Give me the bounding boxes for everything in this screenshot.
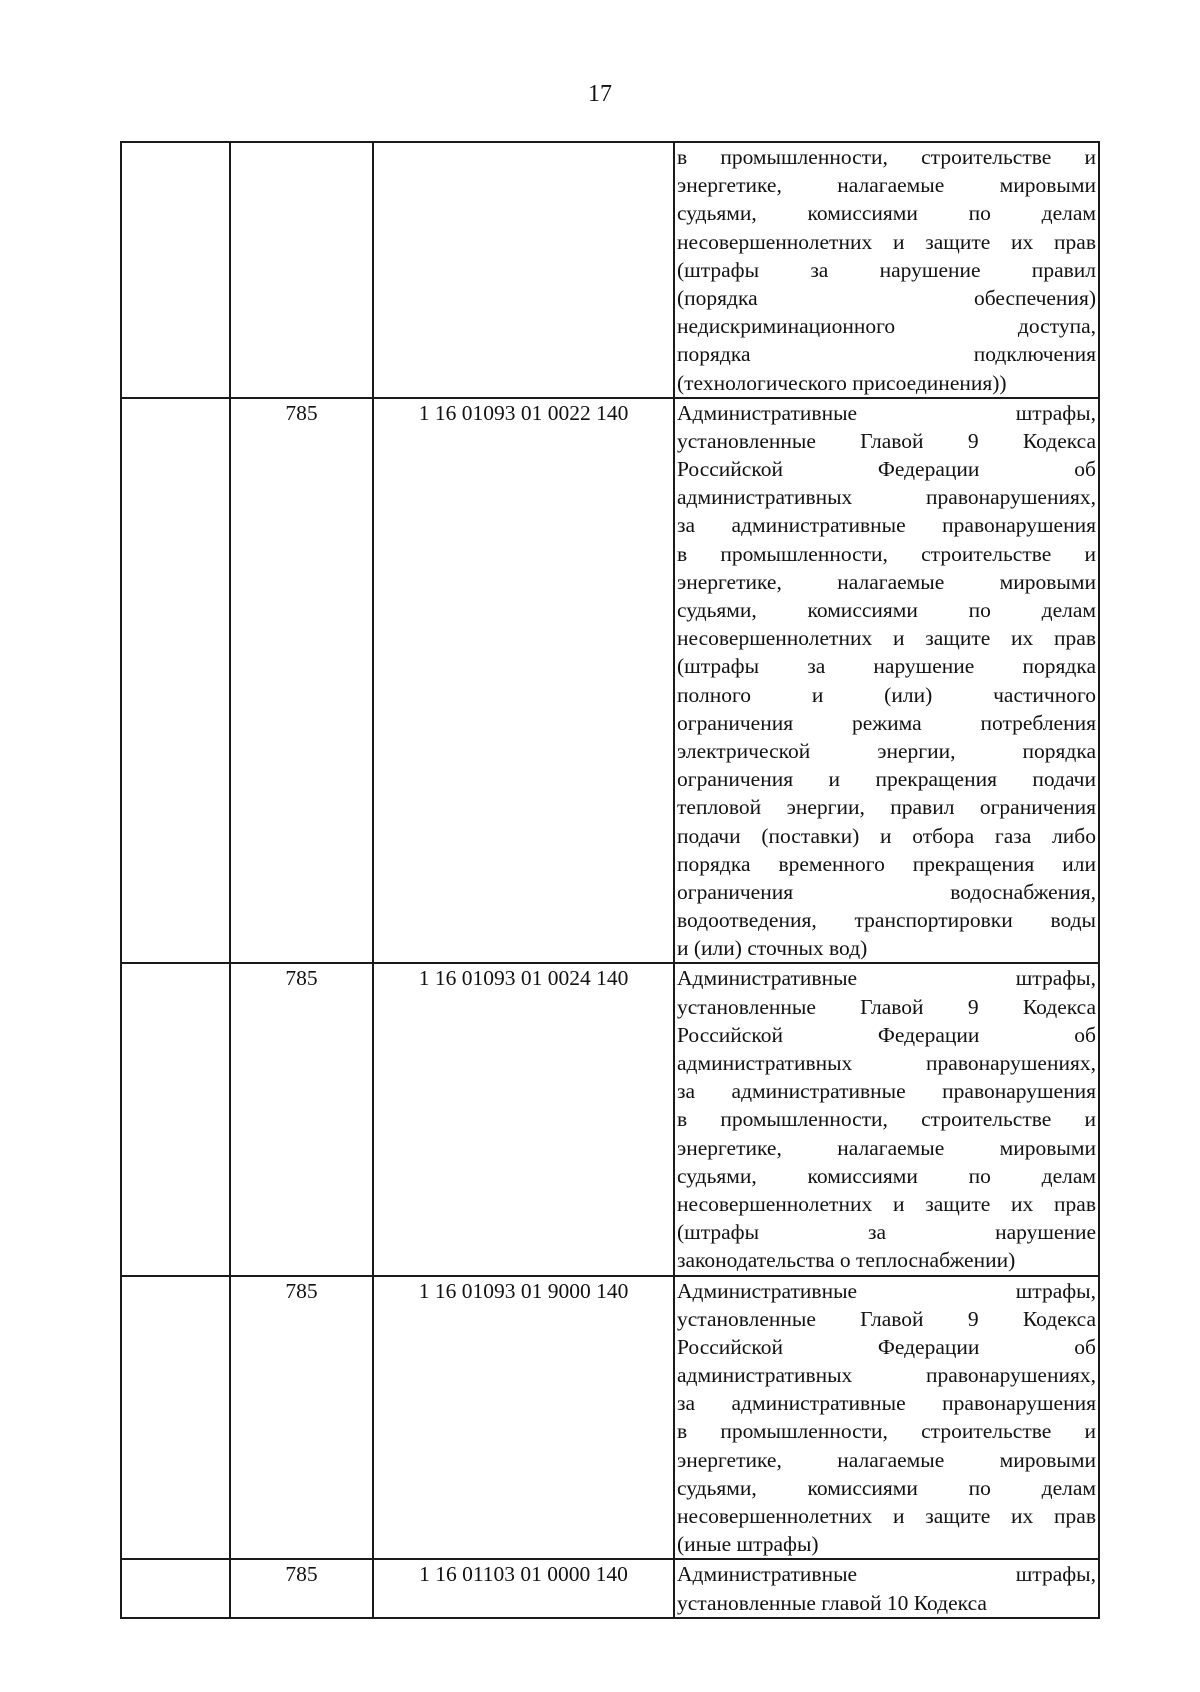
description-line: полного и (или) частичного [677, 682, 1096, 707]
description-line: за административные правонарушения [677, 1079, 1096, 1104]
row-empty-cell [121, 1276, 230, 1560]
admin-code-cell: 785 [230, 398, 373, 964]
description-line: (штрафы за нарушение [677, 1220, 1096, 1245]
table-row [121, 1276, 1099, 1560]
description-line: несовершеннолетних и защите их прав [677, 229, 1096, 254]
description-line: административных правонарушениях, [677, 1363, 1096, 1388]
kbk-code-cell: 1 16 01103 01 0000 140 [373, 1559, 674, 1617]
description-line: (порядка обеспечения) [677, 285, 1096, 310]
kbk-code-cell: 1 16 01093 01 9000 140 [373, 1276, 674, 1560]
description-line: установленные Главой 9 Кодекса [677, 428, 1096, 453]
table-row [121, 398, 1099, 964]
description-line: законодательства о теплоснабжении) [677, 1248, 1016, 1273]
description-line: административных правонарушениях, [677, 485, 1096, 510]
description-line: энергетике, налагаемые мировыми [677, 1447, 1096, 1472]
description-line: установленные главой 10 Кодекса [677, 1590, 987, 1615]
description-line: энергетике, налагаемые мировыми [677, 1135, 1096, 1160]
description-line: несовершеннолетних и защите их прав [677, 1191, 1096, 1216]
description-line: энергетике, налагаемые мировыми [677, 173, 1096, 198]
description-line: Административные штрафы, [677, 1562, 1096, 1587]
admin-code-cell: 785 [230, 1276, 373, 1560]
description-line: судьями, комиссиями по делам [677, 598, 1096, 622]
page-number: 17 [588, 81, 612, 107]
description-line: за административные правонарушения [677, 1391, 1096, 1416]
description-line: Российской Федерации об [677, 1334, 1096, 1359]
description-line: в промышленности, строительстве и [677, 541, 1096, 566]
description-line: тепловой энергии, правил ограничения [677, 795, 1096, 820]
description-cell [674, 398, 1099, 964]
description-cell [674, 1276, 1099, 1560]
row-empty-cell [121, 398, 230, 964]
description-line: (технологического присоединения)) [677, 370, 1007, 395]
budget-code-table [120, 141, 1100, 1619]
kbk-code-cell: 1 16 01093 01 0022 140 [373, 398, 674, 964]
description-line: порядка подключения [677, 342, 1096, 367]
description-line: энергетике, налагаемые мировыми [677, 569, 1096, 594]
admin-code-cell [230, 142, 373, 398]
description-line: в промышленности, строительстве и [677, 1419, 1096, 1444]
table-row [121, 1559, 1099, 1617]
kbk-code-cell: 1 16 01093 01 0024 140 [373, 963, 674, 1275]
row-empty-cell [121, 963, 230, 1275]
table-body [121, 142, 1099, 1618]
description-line: водоотведения, транспортировки воды [677, 908, 1096, 933]
description-line: за административные правонарушения [677, 513, 1096, 538]
description-line: административных правонарушениях, [677, 1051, 1096, 1075]
description-line: судьями, комиссиями по делам [677, 201, 1096, 226]
description-line: Административные штрафы, [677, 966, 1096, 991]
description-line: (штрафы за нарушение порядка [677, 654, 1096, 679]
description-line: Административные штрафы, [677, 1278, 1096, 1303]
description-line: ограничения режима потребления [677, 710, 1096, 735]
description-line: несовершеннолетних и защите их прав [677, 1504, 1096, 1528]
description-line: Российской Федерации об [677, 1022, 1096, 1047]
admin-code-cell: 785 [230, 963, 373, 1275]
description-cell [674, 142, 1099, 398]
row-empty-cell [121, 1559, 230, 1617]
row-empty-cell [121, 142, 230, 398]
description-line: судьями, комиссиями по делам [677, 1163, 1096, 1188]
description-cell [674, 963, 1099, 1275]
description-line: несовершеннолетних и защите их прав [677, 626, 1096, 651]
description-line: и (или) сточных вод) [677, 936, 868, 961]
admin-code-cell: 785 [230, 1559, 373, 1617]
description-line: (штрафы за нарушение правил [677, 257, 1096, 282]
description-line: установленные Главой 9 Кодекса [677, 994, 1096, 1019]
table-row [121, 963, 1099, 1275]
description-line: установленные Главой 9 Кодекса [677, 1306, 1096, 1331]
description-cell [674, 1559, 1099, 1617]
description-line: электрической энергии, порядка [677, 738, 1096, 763]
description-line: (иные штрафы) [677, 1532, 819, 1557]
description-line: ограничения водоснабжения, [677, 879, 1096, 904]
description-line: порядка временного прекращения или [677, 851, 1096, 876]
description-line: судьями, комиссиями по делам [677, 1475, 1096, 1500]
description-line: Российской Федерации об [677, 457, 1096, 482]
description-line: Административные штрафы, [677, 400, 1096, 425]
description-line: ограничения и прекращения подачи [677, 767, 1096, 792]
description-line: в промышленности, строительстве и [677, 145, 1096, 169]
description-line: в промышленности, строительстве и [677, 1107, 1096, 1132]
description-line: недискриминационного доступа, [677, 314, 1096, 339]
kbk-code-cell [373, 142, 674, 398]
description-line: подачи (поставки) и отбора газа либо [677, 823, 1096, 848]
table-row [121, 142, 1099, 398]
